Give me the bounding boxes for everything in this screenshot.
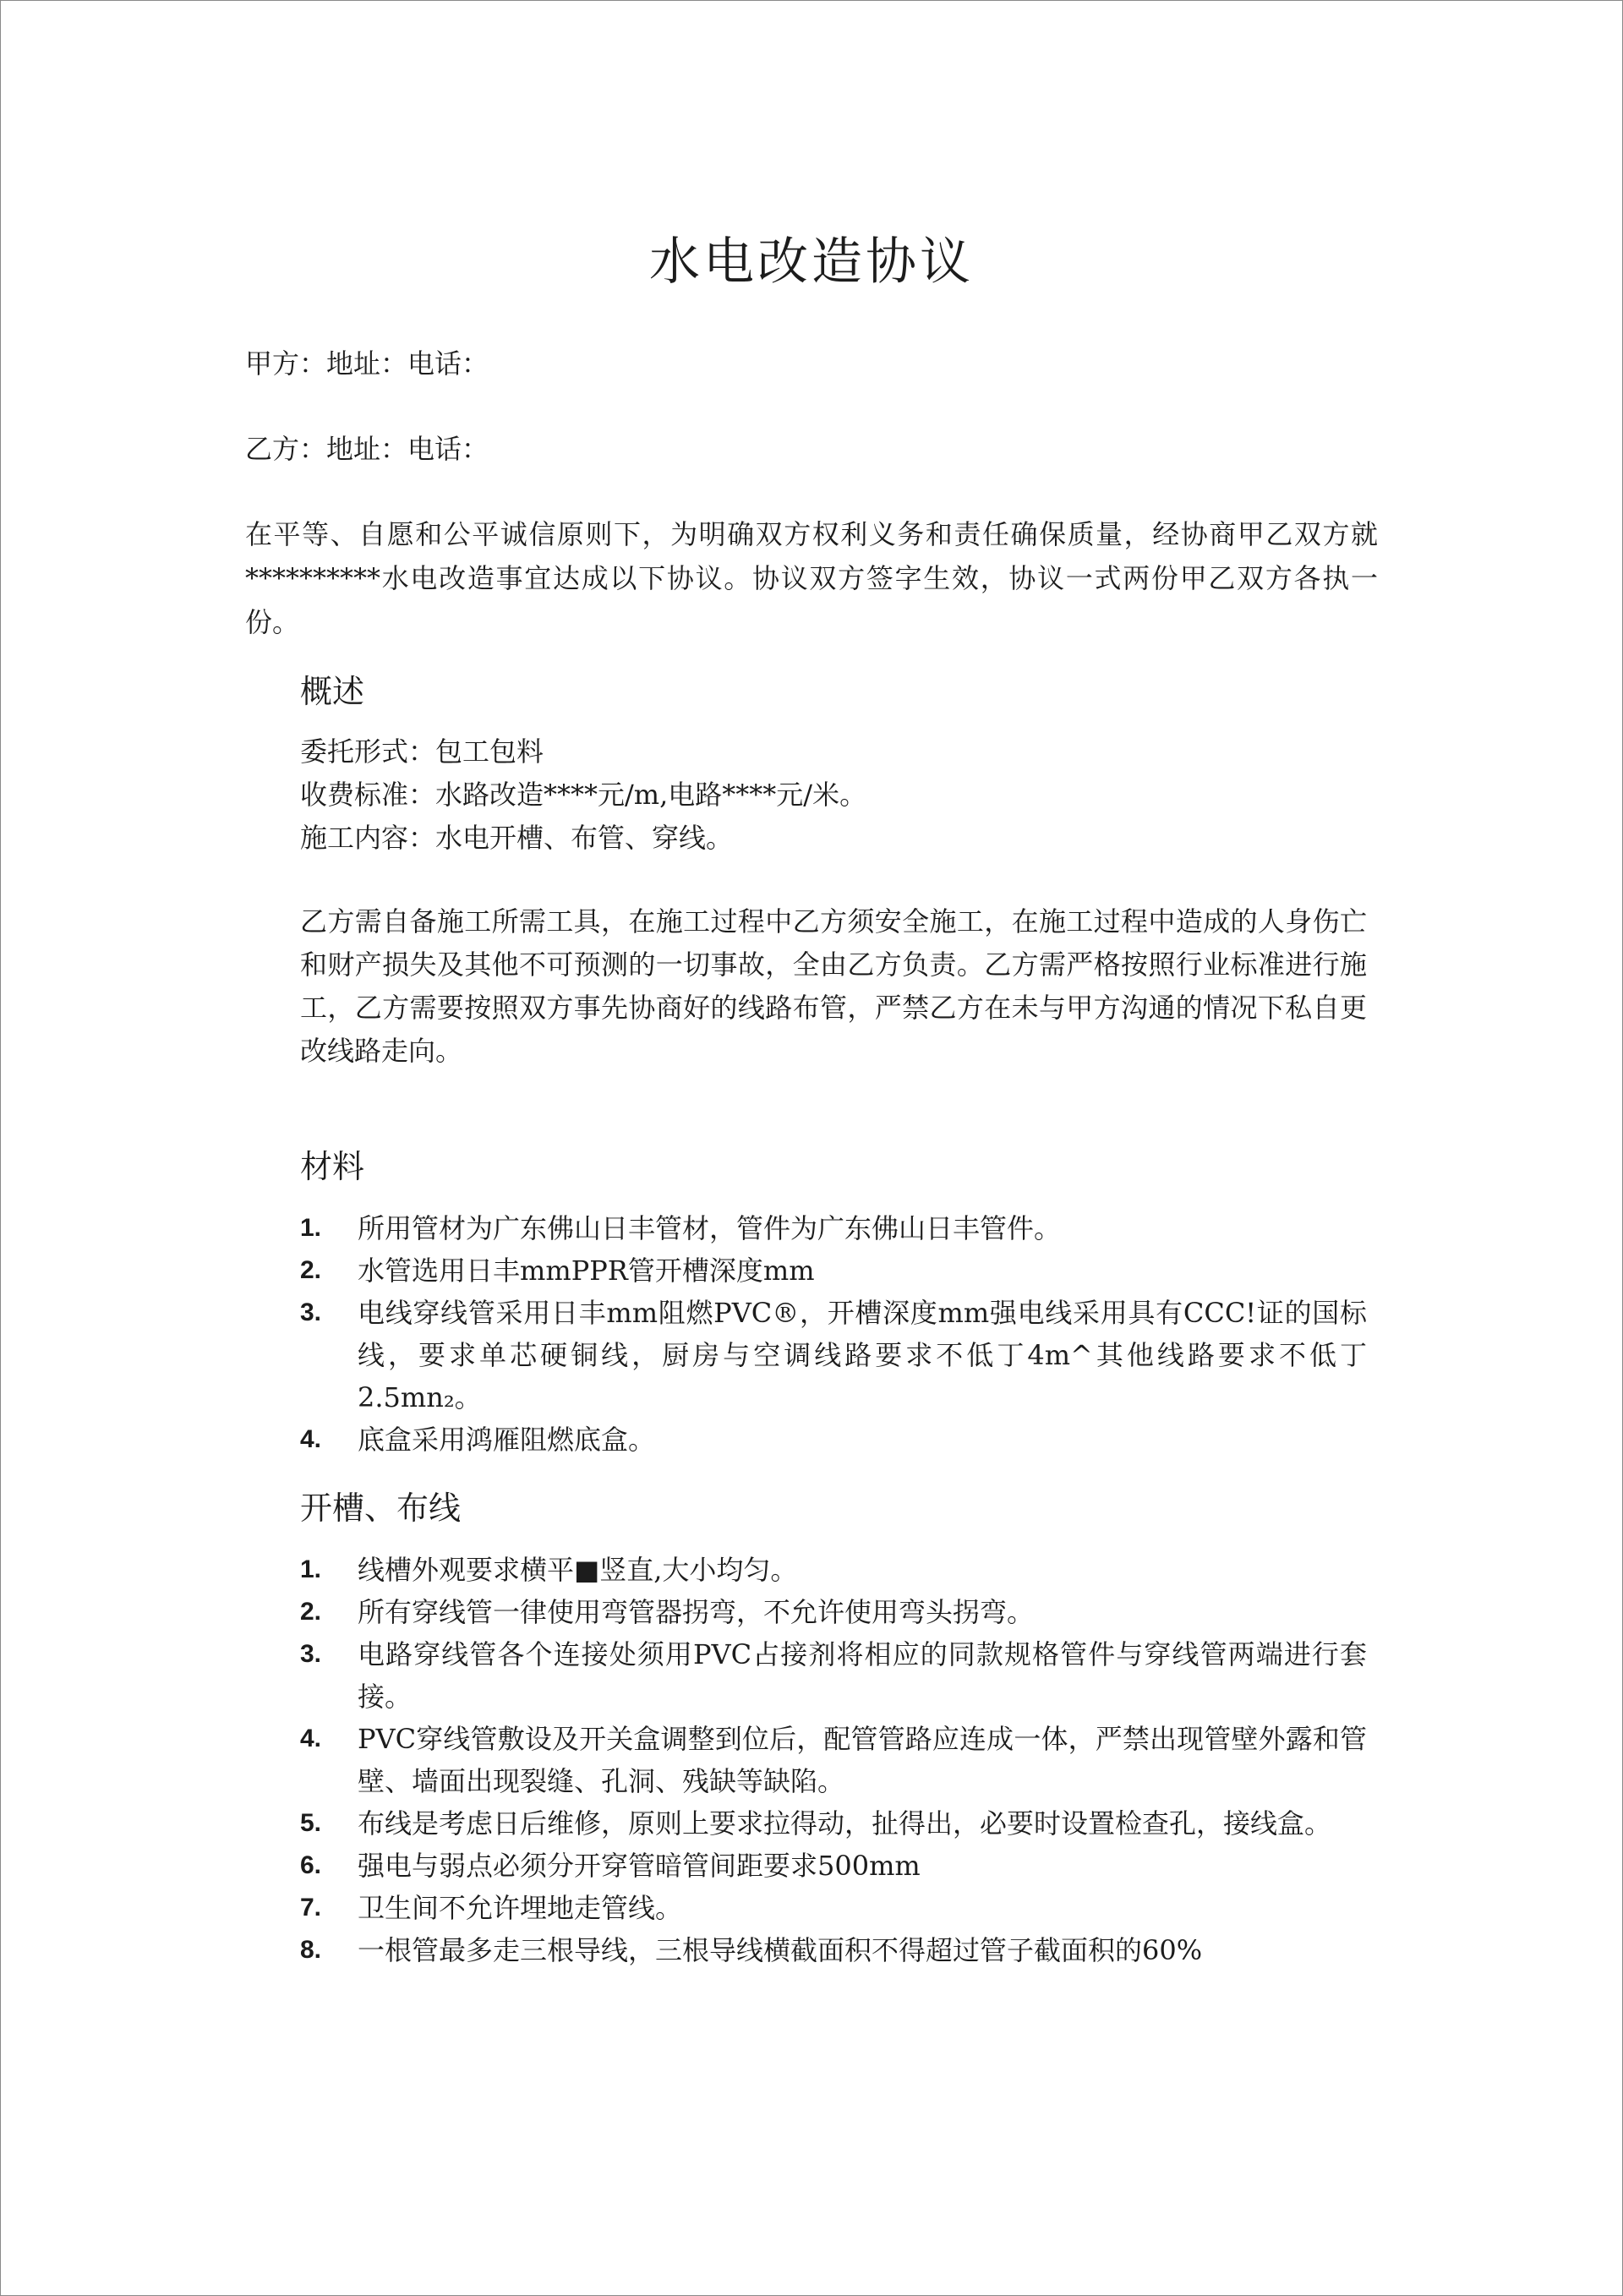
list-item (300, 1419, 1367, 1461)
list-number: 1. (300, 1214, 322, 1242)
work-content-row: 施工内容：水电开槽、布管、穿线。 (300, 822, 734, 854)
list-number: 7. (300, 1894, 322, 1922)
list-item (300, 1549, 1367, 1591)
list-text: 布线是考虑日后维修，原则上要求拉得动，扯得出，必要时设置检查孔，接线盒。 (358, 1807, 1332, 1840)
list-number: 4. (300, 1425, 322, 1453)
list-item (300, 1591, 1367, 1633)
list-item (300, 1802, 1367, 1845)
wiring-heading: 开槽、布线 (300, 1490, 462, 1527)
list-text: 底盒采用鸿雁阻燃底盒。 (358, 1424, 656, 1456)
list-number: 8. (300, 1936, 322, 1964)
list-item (300, 1249, 1367, 1292)
party-a-line: 甲方：地址：电话： (245, 347, 489, 380)
list-number: 6. (300, 1851, 322, 1879)
delegation-form-row: 委托形式：包工包料 (300, 735, 544, 768)
list-number: 2. (300, 1256, 322, 1284)
list-number: 2. (300, 1598, 322, 1626)
wiring-list (300, 1549, 1367, 1971)
intro-paragraph: 在平等、自愿和公平诚信原则下，为明确双方权利义务和责任确保质量，经协商甲乙双方就**********水电改造事宜达成以下协议。协议双方签字生效，协议一式两份甲乙双方各执一份。 (245, 518, 1378, 638)
list-text: 水管选用日丰mmPPR管开槽深度mm (358, 1255, 815, 1287)
list-item (300, 1845, 1367, 1887)
list-text: 所有穿线管一律使用弯管器拐弯，不允许使用弯头拐弯。 (358, 1596, 1035, 1628)
fee-standard-row: 收费标准：水路改造****元/m,电路****元/米。 (300, 779, 867, 811)
materials-heading: 材料 (300, 1148, 365, 1185)
list-text: PVC穿线管敷设及开关盒调整到位后，配管管路应连成一体，严禁出现管壁外露和管壁、墙面出现裂缝、孔洞、残缺等缺陷。 (358, 1723, 1367, 1797)
list-text: 一根管最多走三根导线，三根导线横截面积不得超过管子截面积的60% (358, 1934, 1203, 1966)
list-number: 3. (300, 1640, 322, 1668)
party-b-line: 乙方：地址：电话： (245, 433, 489, 465)
list-text: 电路穿线管各个连接处须用PVC占接剂将相应的同款规格管件与穿线管两端进行套接。 (358, 1638, 1367, 1713)
materials-list (300, 1207, 1367, 1461)
list-number: 5. (300, 1809, 322, 1837)
overview-details (300, 730, 866, 860)
list-text: 所用管材为广东佛山日丰管材，管件为广东佛山日丰管件。 (358, 1212, 1062, 1244)
list-number: 4. (300, 1725, 322, 1752)
list-item (300, 1718, 1367, 1802)
list-number: 1. (300, 1555, 322, 1583)
responsibility-paragraph: 乙方需自备施工所需工具，在施工过程中乙方须安全施工，在施工过程中造成的人身伤亡和财产损失及其他不可预测的一切事故，全由乙方负责。乙方需严格按照行业标准进行施工，乙方需要按照双方事先协商好的线路布管，严禁乙方在未与甲方沟通的情况下私自更改线路走向。 (300, 905, 1367, 1067)
list-number: 3. (300, 1298, 322, 1326)
document-title: 水电改造协议 (649, 232, 974, 292)
list-item (300, 1207, 1367, 1249)
overview-heading: 概述 (300, 673, 365, 710)
list-text: 电线穿线管采用日丰mm阻燃PVC®，开槽深度mm强电线采用具有CCC!证的国标线，要求单芯硬铜线，厨房与空调线路要求不低丁4m^其他线路要求不低丁2.5mn₂。 (358, 1297, 1367, 1413)
list-item (300, 1633, 1367, 1718)
list-item (300, 1929, 1367, 1971)
list-text: 卫生间不允许埋地走管线。 (358, 1892, 683, 1924)
list-item (300, 1292, 1367, 1419)
list-text: 线槽外观要求横平■竖直,大小均匀。 (358, 1554, 798, 1586)
list-item (300, 1887, 1367, 1929)
list-text: 强电与弱点必须分开穿管暗管间距要求500mm (358, 1850, 921, 1882)
